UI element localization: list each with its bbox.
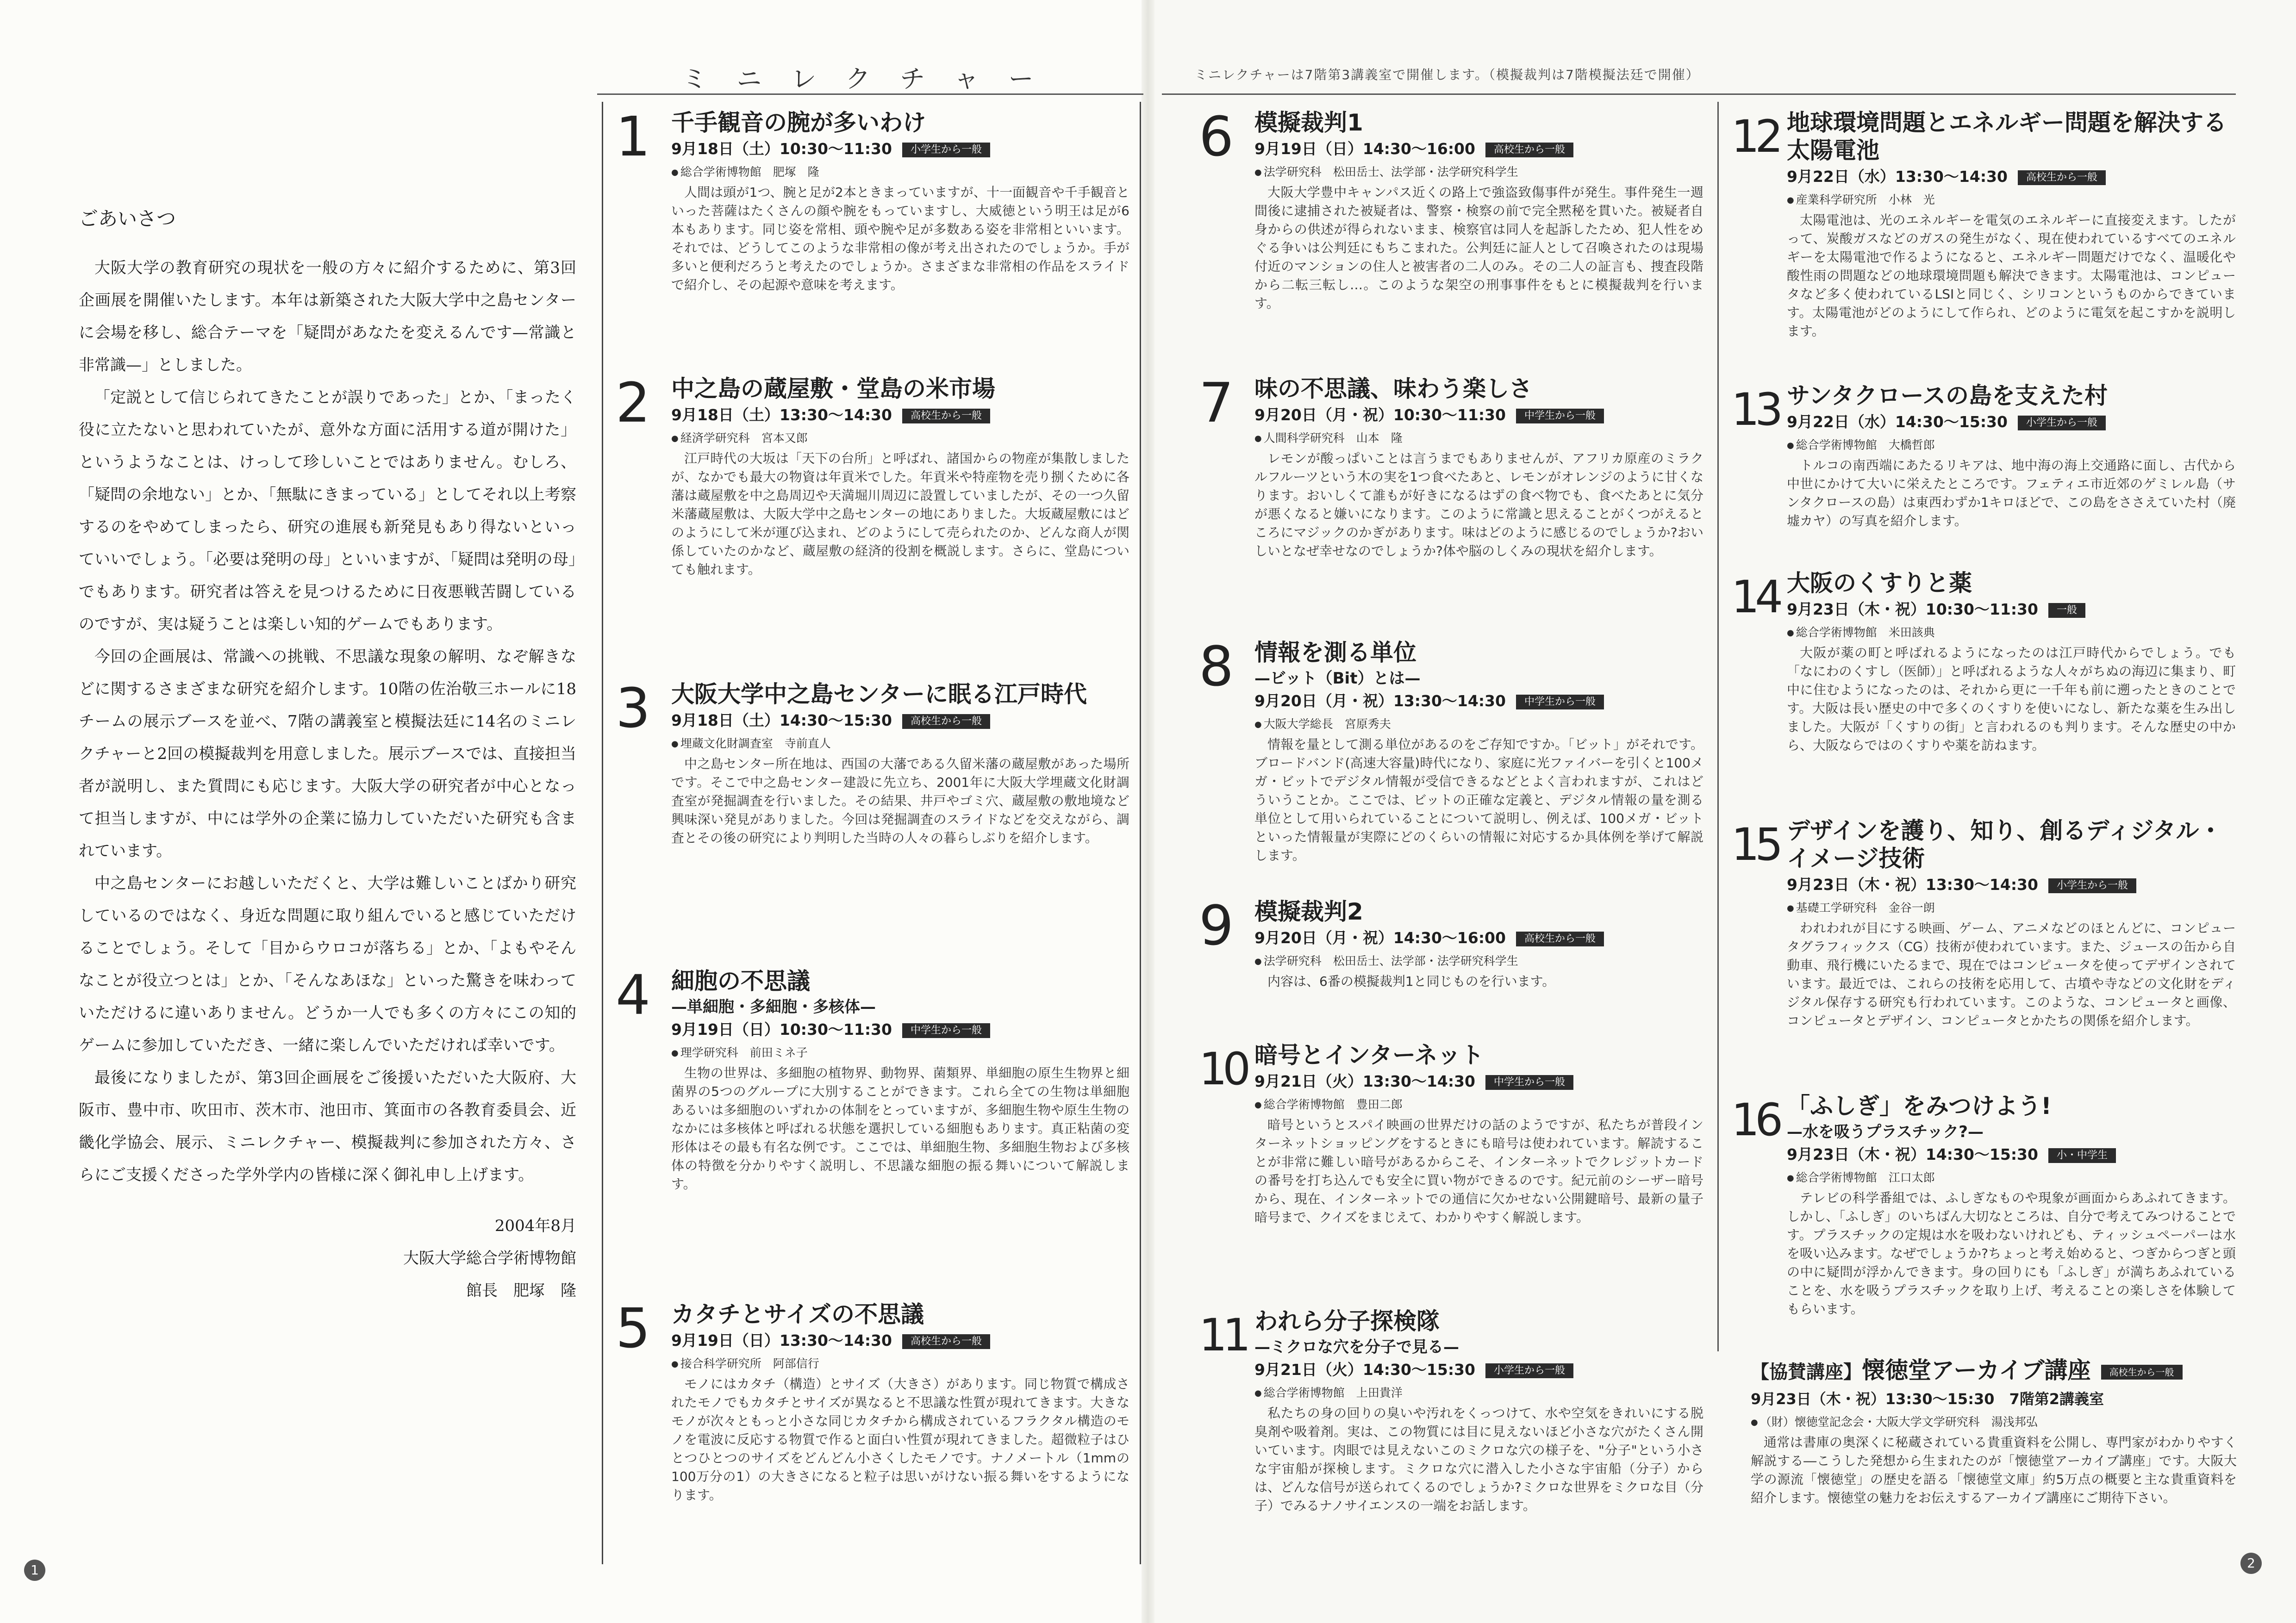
lecture-item: [1731, 817, 2236, 1030]
page-number-right: 2: [2240, 1553, 2262, 1574]
lecture-item: [616, 105, 1129, 294]
lecture-item: [1199, 634, 1703, 865]
lecture-number: 12: [1731, 111, 1779, 162]
audience-badge: 高校生から一般: [1516, 932, 1604, 946]
lecture-title: 大阪大学中之島センターに眠る江戸時代: [671, 681, 1087, 708]
lecture-presenter: ● 接合科学研究所 阿部信行: [671, 1355, 1129, 1373]
lecture-item: [616, 371, 1129, 579]
lecture-number: 14: [1731, 571, 1779, 623]
lecture-number: 8: [1199, 634, 1231, 698]
lecture-title: 模擬裁判1: [1254, 109, 1363, 136]
lecture-description: 人間は頭が1つ、腕と足が2本ときまっていますが、十一面観音や千手観音といった菩薩はたくさんの顔や腕をもっていますし、大威徳という明王は足が6本もあります。同じ姿を常相、頭や腕や足が多数ある姿を非常相といいます。それでは、どうしてこのような非常相の像が考え出されたのでしょうか。手が多いと便利だろうと考えたのでしょうか。さまざまな非常相の作品をスライドで紹介し、その起源や意味を考えます。: [671, 185, 1129, 292]
page-number-left: 1: [24, 1560, 45, 1581]
lecture-title: デザインを護り、知り、創るディジタル・イメージ技術: [1787, 817, 2222, 872]
special-label: 【協賛講座】: [1751, 1362, 1862, 1383]
lecture-description: 江戸時代の大坂は「天下の台所」と呼ばれ、諸国からの物産が集散しましたが、なかでも最大の物資は年貢米でした。年貢米や特産物を売り捌くために各藩は蔵屋敷を中之島周辺や天満堀川周辺に設置していましたが、その一つ久留米藩蔵屋敷は、大阪大学中之島センターの地にありました。大坂蔵屋敷にはどのようにして米が運び込まれ、どのようにして売られたのか、どんな商人が関係していたのかなど、蔵屋敷の経済的役割を概説します。さらに、堂島についても触れます。: [671, 451, 1129, 577]
lecture-presenter: ● 理学研究科 前田ミネ子: [671, 1044, 1129, 1062]
lecture-schedule: [671, 1330, 1129, 1351]
lecture-schedule: [671, 710, 1129, 731]
lecture-title: 細胞の不思議: [671, 968, 810, 995]
lecture-title: 中之島の蔵屋敷・堂島の米市場: [671, 375, 995, 402]
lecture-number: 15: [1731, 819, 1779, 871]
lecture-datetime: 9月22日（水）13:30〜14:30: [1787, 168, 2008, 186]
audience-badge: 小・中学生: [2048, 1148, 2116, 1163]
lecture-description: テレビの科学番組では、ふしぎなものや現象が画面からあふれてきます。しかし、「ふしぎ」のいちばん大切なところは、自分で考えてみつけることです。プラスチックの定規は水を吸わないけれども、ティッシュペーパーは水を吸い込みます。なぜでしょうか?ちょっと考え始めると、つぎからつぎと頭の中に疑問が浮かんできます。身の回りにも「ふしぎ」が満ちあふれていることを、水を吸うプラスチックを取り上げ、考えることの楽しさを体験してもらいます。: [1787, 1190, 2236, 1317]
lecture-datetime: 9月22日（水）14:30〜15:30: [1787, 413, 2008, 431]
lecture-presenter: ● 大阪大学総長 宮原秀夫: [1254, 715, 1703, 734]
lecture-title: われら分子探検隊: [1254, 1308, 1440, 1335]
lecture-datetime: 9月19日（日）10:30〜11:30: [671, 1020, 892, 1038]
lecture-schedule: [1787, 166, 2236, 187]
section-rule: [597, 93, 1143, 95]
audience-badge: 高校生から一般: [902, 409, 990, 423]
lecture-presenter: ● 法学研究科 松田岳士、法学部・法学研究科学生: [1254, 163, 1703, 181]
lecture-presenter: ● 総合学術博物館 大橋哲郎: [1787, 436, 2236, 454]
lecture-presenter: ● 総合学術博物館 米田該典: [1787, 624, 2236, 642]
lecture-presenter: ● 産業科学研究所 小林 光: [1787, 191, 2236, 209]
lecture-subtitle: —ビット（Bit）とは—: [1254, 669, 1421, 688]
audience-badge: 中学生から一般: [902, 1023, 990, 1038]
lecture-presenter: ● 経済学研究科 宮本又郎: [671, 429, 1129, 448]
lecture-subtitle: —ミクロな穴を分子で見る—: [1254, 1338, 1459, 1356]
greeting-paragraph: 中之島センターにお越しいただくと、大学は難しいことばかり研究しているのではなく、身近な問題に取り組んでいると感じていただけることでしょう。そして「目からウロコが落ちる」とか、「よもやそんなことが役立つとは」とか、「そんなあほな」といった驚きを味わっていただけるに違いありません。どうか一人でも多くの方々にこの知的ゲームに参加していただき、一緒に楽しんでいただければ幸いです。: [79, 874, 576, 1055]
audience-badge: 高校生から一般: [1485, 143, 1573, 157]
lecture-datetime: 9月18日（土）13:30〜14:30: [671, 406, 892, 424]
greeting-paragraph: 大阪大学の教育研究の現状を一般の方々に紹介するために、第3回企画展を開催いたします。本年は新築された大阪大学中之島センターに会場を移し、総合テーマを「疑問があなたを変えるんです—常識と非常識—」としました。: [79, 259, 576, 374]
lecture-number: 11: [1199, 1309, 1247, 1361]
lecture-schedule: [671, 404, 1129, 426]
page-gutter: [1142, 0, 1154, 1623]
lecture-title: 暗号とインターネット: [1254, 1042, 1484, 1069]
note-rule: [1162, 93, 2236, 95]
lecture-item: [1199, 894, 1703, 991]
lecture-schedule: [1254, 1359, 1703, 1380]
lecture-description: モノにはカタチ（構造）とサイズ（大きさ）があります。同じ物質で構成されたモノでもカタチとサイズが異なると不思議な性質が現れてきます。大きなモノが次々ともっと小さな同じカタチから構成されているフラクタル構造のモノを電波に反応する物質で作ると面白い性質が現れてきました。超微粒子はひとつひとつのサイズをどんどん小さくしたモノです。ナノメートル（1mmの100万分の1）の大きさになると粒子は思いがけない振る舞いをするようになります。: [671, 1376, 1129, 1503]
lecture-item: [1731, 382, 2236, 530]
lecture-description: レモンが酸っぱいことは言うまでもありませんが、アフリカ原産のミラクルフルーツという木の実を1つ食べたあと、レモンがオレンジのように甘くなります。おいしくて誰もが好きになるはずの食べ物でも、食べたあとに気分が悪くなると嫌いになります。このように常識と思えることがくつがえるところにマジックのかぎがあります。味はどのように感じるのでしょうか?おいしいとなぜ幸せなのでしょうか?体や脳のしくみの現状を紹介します。: [1254, 451, 1703, 559]
section-title: ミニレクチャー: [682, 64, 1063, 93]
audience-badge: 高校生から一般: [902, 1334, 990, 1349]
lecture-presenter: ● 埋蔵文化財調査室 寺前直人: [671, 735, 1129, 753]
audience-badge: 小学生から一般: [2048, 878, 2136, 893]
audience-badge: 小学生から一般: [2018, 416, 2106, 430]
lecture-number: 7: [1199, 371, 1231, 435]
lecture-presenter: ● 総合学術博物館 上田貴洋: [1254, 1384, 1703, 1402]
greeting-title: ごあいさつ: [79, 207, 176, 230]
audience-badge: 高校生から一般: [2101, 1365, 2183, 1380]
special-title-text: 懐徳堂アーカイブ講座: [1862, 1357, 2091, 1384]
lecture-title: 味の不思議、味わう楽しさ: [1254, 375, 1532, 402]
lecture-number: 10: [1199, 1043, 1247, 1095]
lecture-description: 中之島センター所在地は、西国の大藩である久留米藩の蔵屋敷があった場所です。そこで中之島センター建設に先立ち、2001年に大阪大学埋蔵文化財調査室が発掘調査を行いました。その結果、井戸やゴミ穴、蔵屋敷の敷地境など興味深い発見がありました。今回は発掘調査のスライドなどを交えながら、調査とその後の研究により判明した当時の人々の暮らしぶりを紹介します。: [671, 756, 1129, 846]
lecture-schedule: [1254, 690, 1703, 712]
greeting-paragraph: 今回の企画展は、常識への挑戦、不思議な現象の解明、なぞ解きなどに関するさまざまな研究を紹介します。10階の佐治敬三ホールに18チームの展示ブースを並べ、7階の講義室と模擬法廷に14名のミニレクチャーと2回の模擬裁判を用意しました。展示ブースでは、直接担当者が説明し、また質問にも応じます。大阪大学の研究者が中心となって担当しますが、中には学外の企業に協力していただいた研究も含まれています。: [79, 647, 576, 860]
lecture-item: [616, 963, 1129, 1194]
special-datetime: 9月23日（木・祝）13:30〜15:30 7階第2講義室: [1751, 1390, 2104, 1408]
lecture-schedule: [671, 138, 1129, 160]
lecture-title: 千手観音の腕が多いわけ: [671, 109, 926, 136]
lecture-schedule: [1254, 138, 1703, 160]
lecture-title: 大阪のくすりと薬: [1787, 570, 1972, 597]
lecture-number: 4: [616, 963, 648, 1027]
greeting-section: [79, 204, 576, 1307]
special-body: 通常は書庫の奥深くに秘蔵されている貴重資料を公開し、専門家がわかりやすく解説する―こうした発想から生まれたのが「懐徳堂アーカイブ講座」です。大阪大学の源流「懐徳堂」の歴史を語る「懐徳堂文庫」約5万点の概要と主な貴重資料を紹介します。懐徳堂の魅力をお伝えするアーカイブ講座にご期待下さい。: [1751, 1435, 2237, 1505]
lecture-schedule: [1787, 874, 2236, 895]
greeting-signer: 館長 肥塚 隆: [466, 1281, 576, 1300]
lecture-presenter: ● 総合学術博物館 豊田二郎: [1254, 1096, 1703, 1114]
lecture-number: 5: [616, 1296, 648, 1360]
greeting-date: 2004年8月: [494, 1217, 576, 1235]
lecture-presenter: ● 法学研究科 松田岳士、法学部・法学研究科学生: [1254, 952, 1703, 970]
greeting-signature: [79, 1210, 576, 1307]
lecture-schedule: [1787, 599, 2236, 620]
lecture-description: われわれが目にする映画、ゲーム、アニメなどのほとんどに、コンピュータグラフィックス（CG）技術が使われています。また、ジュースの缶から自動車、飛行機にいたるまで、現在ではコンピュータを使ってデザインされています。最近では、これらの技術を応用して、古墳や寺などの文化財をディジタル保存する研究も行われています。このような、コンピュータと画像、コンピュータとデザイン、コンピュータとかたちの関係を紹介します。: [1787, 920, 2236, 1028]
lecture-schedule: [671, 1019, 1129, 1040]
lecture-description: トルコの南西端にあたるリキアは、地中海の海上交通路に面し、古代から中世にかけて大いに栄えたところです。フェティエ市近郊のゲミレル島（サンタクロースの島）は東西わずか1キロほどで、この島をささえていた村（廃墟カヤ）の写真を紹介します。: [1787, 458, 2236, 529]
greeting-paragraph: 最後になりましたが、第3回企画展をご後援いただいた大阪府、大阪市、豊中市、吹田市、茨木市、池田市、箕面市の各教育委員会、近畿化学協会、展示、ミニレクチャー、模擬裁判に参加された方々、さらにご支援くださった学外学内の皆様に深く御礼申し上げます。: [79, 1069, 576, 1184]
lecture-description: 大阪が薬の町と呼ばれるようになったのは江戸時代からでしょう。でも「なにわのくすし（医師）」と呼ばれるような人々がちぬの海辺に集まり、町中に住むようになったのは、それから更に一千年も前に遡ったときのことです。大阪は長い歴史の中で多くのくすりを使いになし、新たな薬を生み出しました。大阪が「くすりの街」と言われるのも判ります。そんな歴史の中から、大阪ならではのくすりや薬を訪ねます。: [1787, 645, 2236, 753]
lecture-number: 13: [1731, 384, 1779, 435]
greeting-paragraph: 「定説として信じられてきたことが誤りであった」とか、「まったく役に立たないと思われていたが、意外な方面に活用する道が開けた」というようなことは、けっして珍しいことではありません。むしろ、「疑問の余地ない」とか、「無駄にきまっている」としてそれ以上考察するのをやめてしまったら、研究の進展も新発見もあり得ないといっていいでしょう。「必要は発明の母」といいますが、「疑問は発明の母」でもあります。研究者は答えを見つけるために日夜悪戦苦闘しているのですが、実は疑うことは楽しい知的ゲームでもあります。: [79, 388, 576, 634]
lecture-datetime: 9月21日（火）13:30〜14:30: [1254, 1072, 1475, 1090]
audience-badge: 一般: [2048, 603, 2085, 618]
lecture-title: サンタクロースの島を支えた村: [1787, 382, 2108, 409]
lecture-item: [616, 1296, 1129, 1505]
greeting-org: 大阪大学総合学術博物館: [403, 1249, 576, 1268]
lecture-title: 模擬裁判2: [1254, 898, 1363, 925]
lecture-datetime: 9月18日（土）10:30〜11:30: [671, 140, 892, 158]
audience-badge: 中学生から一般: [1516, 409, 1604, 423]
lecture-item: [616, 676, 1129, 847]
lecture-item: [1199, 1307, 1703, 1515]
lecture-schedule: [1787, 1144, 2236, 1165]
lecture-presenter: ● 人間科学研究科 山本 隆: [1254, 429, 1703, 448]
lecture-item: [1199, 371, 1703, 560]
lecture-datetime: 9月19日（日）14:30〜16:00: [1254, 140, 1475, 158]
lecture-description: 太陽電池は、光のエネルギーを電気のエネルギーに直接変えます。したがって、炭酸ガスなどのガスの発生がなく、現在使われているすべてのエネルギーを太陽電池で作るようになると、エネルギー問題だけでなく、温暖化や酸性雨の問題などの地球環境問題も解決できます。太陽電池は、コンピュータなど多く使われているLSIと同じく、シリコンというものからできています。太陽電池がどのようにして作られ、どのように電気を起こすかを説明します。: [1787, 212, 2236, 339]
audience-badge: 高校生から一般: [2018, 170, 2106, 185]
lecture-schedule: [1787, 411, 2236, 433]
lecture-item: [1731, 109, 2236, 341]
audience-badge: 小学生から一般: [902, 143, 990, 157]
section-note: ミニレクチャーは7階第3講義室で開催します。（模擬裁判は7階模擬法廷で開催）: [1194, 67, 1700, 82]
lecture-title: 情報を測る単位: [1254, 639, 1416, 666]
audience-badge: 高校生から一般: [902, 714, 990, 729]
lecture-schedule: [1254, 927, 1703, 949]
lecture-schedule: [1254, 1071, 1703, 1092]
lecture-subtitle: —水を吸うプラスチック?—: [1787, 1123, 1984, 1141]
lecture-number: 3: [616, 676, 648, 740]
lecture-item: [1199, 105, 1703, 313]
lecture-title: 地球環境問題とエネルギー問題を解決する太陽電池: [1787, 109, 2227, 164]
lecture-title: カタチとサイズの不思議: [671, 1301, 924, 1328]
lecture-description: 内容は、6番の模擬裁判1と同じものを行います。: [1267, 974, 1555, 989]
lecture-number: 6: [1199, 105, 1231, 168]
lecture-description: 情報を量として測る単位があるのをご存知ですか。「ビット」がそれです。ブロードバンド(高速大容量)時代になり、家庭に光ファイバーを引くと100メガ・ビットでデジタル情報が受信できるなどとよく言われますが、これはどういうことか。ここでは、ビットの正確な定義と、デジタル情報の量を測る単位として用いられていることについて説明し、例えば、100メガ・ビットといった情報量が実際にどのくらいの情報に対応するか具体例を挙げて解説します。: [1254, 737, 1703, 863]
audience-badge: 小学生から一般: [1485, 1363, 1573, 1378]
lecture-presenter: ● 基礎工学研究科 金谷一朗: [1787, 899, 2236, 917]
lecture-datetime: 9月23日（木・祝）13:30〜14:30: [1787, 876, 2038, 894]
audience-badge: 中学生から一般: [1516, 695, 1604, 709]
lecture-item: [1731, 569, 2236, 755]
lecture-description: 大阪大学豊中キャンパス近くの路上で強盗致傷事件が発生。事件発生一週間後に逮捕された被疑者は、警察・検察の前で完全黙秘を貫いた。被疑者自身からの供述が得られないまま、検察官は同人を起訴したため、犯人性をめぐる争いは公判廷にもちこまれた。公判廷に証人として召喚されたのは現場付近のマンションの住人と被害者の二人のみ。その二人の証言も、捜査段階から二転三転し…。このような架空の刑事事件をもとに模擬裁判を行います。: [1254, 185, 1703, 311]
lecture-datetime: 9月21日（火）14:30〜15:30: [1254, 1361, 1475, 1379]
lecture-datetime: 9月20日（月・祝）14:30〜16:00: [1254, 929, 1506, 947]
lecture-datetime: 9月18日（土）14:30〜15:30: [671, 711, 892, 729]
lecture-description: 生物の世界は、多細胞の植物界、動物界、菌類界、単細胞の原生生物界と細菌界の5つのグループに大別することができます。これら全ての生物は単細胞あるいは多細胞のいずれかの体制をとっていますが、多細胞生物や原生生物のなかには多核体と呼ばれる状態を選択している細胞もあります。真正粘菌の変形体はその最も有名な例です。ここでは、単細胞生物、多細胞生物および多核体の特徴を分かりやすく説明し、不思議な細胞の振る舞いについて解説します。: [671, 1065, 1129, 1192]
special-lecture: [1751, 1356, 2237, 1507]
lecture-description: 暗号というとスパイ映画の世界だけの話のようですが、私たちが普段インターネットショッピングをするときにも暗号は使われています。解読することが非常に難しい暗号があるからこそ、インターネットでクレジットカードの番号を打ち込んでも安全に買い物ができるのです。紀元前のシーザー暗号から、現在、インターネットでの通信に欠かせない公開鍵暗号、最新の量子暗号まで、クイズをまじえて、わかりやすく解説します。: [1254, 1117, 1703, 1225]
audience-badge: 中学生から一般: [1485, 1075, 1573, 1090]
special-presenter: ● （財）懐徳堂記念会・大阪大学文学研究科 湯浅邦弘: [1751, 1413, 2237, 1431]
lecture-item: [1199, 1041, 1703, 1227]
lecture-number: 16: [1731, 1094, 1779, 1146]
lecture-presenter: ● 総合学術博物館 肥塚 隆: [671, 163, 1129, 181]
lecture-datetime: 9月20日（月・祝）10:30〜11:30: [1254, 406, 1506, 424]
special-title: [1751, 1356, 2237, 1387]
lecture-description: 私たちの身の回りの臭いや汚れをくっつけて、水や空気をきれいにする脱臭剤や吸着剤。実は、この物質には目に見えないほど小さな穴がたくさん開いています。肉眼では見えないこのミクロな穴の様子を、"分子"という小さな宇宙船が探検します。ミクロな穴に潜入した小さな宇宙船（分子）からは、どんな信号が送られてくるのでしょうか?ミクロな世界をミクロな目（分子）でみるナノサイエンスの一端をお話します。: [1254, 1405, 1703, 1513]
lecture-item: [1731, 1092, 2236, 1318]
lecture-number: 9: [1199, 894, 1231, 958]
lecture-schedule: [1254, 404, 1703, 426]
lecture-number: 1: [616, 105, 648, 168]
lecture-datetime: 9月20日（月・祝）13:30〜14:30: [1254, 692, 1506, 710]
lecture-number: 2: [616, 371, 648, 435]
lecture-subtitle: —単細胞・多細胞・多核体—: [671, 998, 876, 1016]
lecture-presenter: ● 総合学術博物館 江口太郎: [1787, 1169, 2236, 1187]
lecture-title: 「ふしぎ」をみつけよう!: [1787, 1093, 2052, 1119]
lecture-datetime: 9月23日（木・祝）10:30〜11:30: [1787, 600, 2038, 618]
lecture-datetime: 9月23日（木・祝）14:30〜15:30: [1787, 1145, 2038, 1163]
lecture-datetime: 9月19日（日）13:30〜14:30: [671, 1331, 892, 1349]
